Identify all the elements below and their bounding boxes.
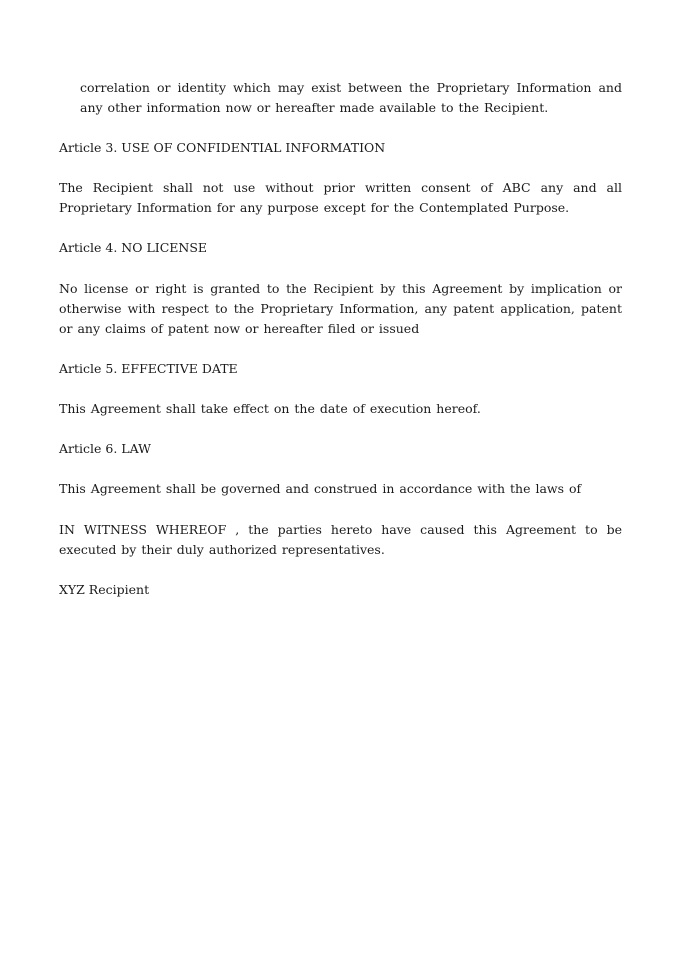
article-5-body: This Agreement shall take effect on the date of execution hereof. <box>59 401 481 416</box>
article-4-heading: Article 4. NO LICENSE <box>59 240 208 255</box>
article-5-heading: Article 5. EFFECTIVE DATE <box>59 361 238 376</box>
article-4-body: No license or right is granted to the Recipient by this Agreement by implication or otherwise with respect to the Proprietary Information, any patent application, patent or any claims of patent now or hereafter filed or issued <box>59 281 622 336</box>
article-3-body: The Recipient shall not use without prior written consent of ABC any and all Proprietary Information for any purpose except for the Contemplated Purpose. <box>59 180 622 215</box>
article-6-heading: Article 6. LAW <box>59 441 151 456</box>
continuation-paragraph: correlation or identity which may exist between the Proprietary Information and any other information now or hereafter made available to the Recipient. <box>80 80 622 115</box>
signatory-name: XYZ Recipient <box>59 582 150 597</box>
witness-paragraph: IN WITNESS WHEREOF , the parties hereto have caused this Agreement to be executed by their duly authorized representatives. <box>59 522 622 557</box>
article-3-heading: Article 3. USE OF CONFIDENTIAL INFORMATION <box>59 140 386 155</box>
article-6-body: This Agreement shall be governed and construed in accordance with the laws of <box>59 481 582 496</box>
